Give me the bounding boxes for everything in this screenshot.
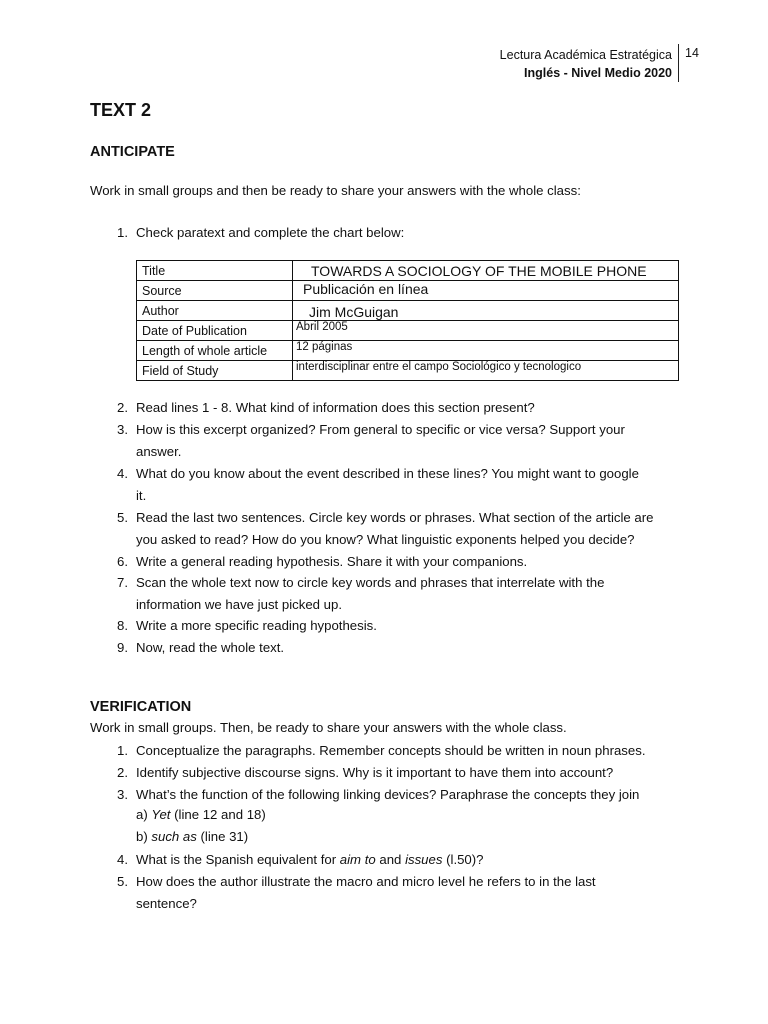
page-number: 14 — [685, 46, 699, 60]
chart-row-length — [137, 341, 679, 361]
chart-label: Length of whole article — [137, 341, 293, 361]
item-line: How is this excerpt organized? From general to specific or vice versa? Support your — [136, 422, 625, 437]
item-number: 4. — [117, 466, 128, 481]
chart-value: Abril 2005 — [293, 321, 679, 341]
item-line: What do you know about the event described in these lines? You might want to google — [136, 466, 639, 481]
item-text — [136, 463, 681, 507]
item-line: Write a general reading hypothesis. Share it with your companions. — [136, 554, 528, 569]
item-line: information we have just picked up. — [136, 597, 342, 612]
item-number: 6. — [117, 554, 128, 569]
chart-row-field — [137, 361, 679, 381]
item-text: Conceptualize the paragraphs. Remember concepts should be written in noun phrases. — [136, 743, 646, 758]
text-part: and — [375, 852, 406, 867]
chart-value: TOWARDS A SOCIOLOGY OF THE MOBILE PHONE — [293, 261, 679, 281]
chart-row-date — [137, 321, 679, 341]
verification-heading: VERIFICATION — [90, 699, 192, 715]
item-number: 3. — [117, 787, 128, 802]
item-number: 2. — [117, 765, 128, 780]
text-part: What is the Spanish equivalent for — [136, 852, 340, 867]
chart-label: Field of Study — [137, 361, 293, 381]
linking-word: such as — [151, 829, 197, 844]
anticipate-heading: ANTICIPATE — [90, 144, 175, 160]
chart-label: Date of Publication — [137, 321, 293, 341]
key-term: issues — [405, 852, 443, 867]
item-number: 7. — [117, 575, 128, 590]
chart-label: Title — [137, 261, 293, 281]
item-number: 4. — [117, 852, 128, 867]
item-text — [136, 551, 681, 573]
text-part: (l.50)? — [442, 852, 484, 867]
chart-row-source — [137, 281, 679, 301]
item-number: 2. — [117, 400, 128, 415]
item-line: Scan the whole text now to circle key words and phrases that interrelate with the — [136, 575, 605, 590]
item-line: Write a more specific reading hypothesis. — [136, 618, 377, 633]
chart-label: Source — [137, 281, 293, 301]
item-number: 5. — [117, 874, 128, 889]
sub-prefix: b) — [136, 829, 152, 844]
item-text — [136, 419, 681, 463]
page-title: TEXT 2 — [90, 100, 152, 120]
chart-row-title — [137, 261, 679, 281]
item-line: sentence? — [136, 896, 197, 911]
chart-label: Author — [137, 301, 293, 321]
header-course-title: Lectura Académica Estratégica — [499, 48, 672, 62]
item-text — [136, 397, 681, 419]
linking-device-a — [136, 807, 266, 822]
verification-intro: Work in small groups. Then, be ready to share your answers with the whole class. — [90, 720, 567, 735]
key-term: aim to — [339, 852, 376, 867]
running-header — [500, 46, 672, 82]
item-line: Read the last two sentences. Circle key words or phrases. What section of the article are — [136, 510, 654, 525]
sub-prefix: a) — [136, 807, 152, 822]
item-line: Now, read the whole text. — [136, 640, 285, 655]
item-line: How does the author illustrate the macro and micro level he refers to in the last — [136, 874, 596, 889]
chart-row-author — [137, 301, 679, 321]
chart-value: 12 páginas — [293, 341, 679, 361]
item-number: 1. — [117, 225, 128, 240]
item-number: 5. — [117, 510, 128, 525]
item-line: you asked to read? How do you know? What linguistic exponents helped you decide? — [136, 532, 635, 547]
anticipate-intro: Work in small groups and then be ready to share your answers with the whole class: — [90, 183, 581, 198]
item-number: 8. — [117, 618, 128, 633]
sub-reference: (line 31) — [196, 829, 249, 844]
item-line: answer. — [136, 444, 182, 459]
item-text — [136, 637, 681, 659]
item-text — [136, 615, 681, 637]
item-text: What’s the function of the following linking devices? Paraphrase the concepts they join — [136, 787, 640, 802]
paratext-chart — [136, 260, 679, 381]
item-line: it. — [136, 488, 147, 503]
item-number: 1. — [117, 743, 128, 758]
item-text — [136, 849, 681, 871]
header-course-level: Inglés - Nivel Medio 2020 — [524, 66, 672, 80]
header-divider — [678, 44, 679, 82]
item-text: Identify subjective discourse signs. Why is it important to have them into account? — [136, 765, 614, 780]
sub-reference: (line 12 and 18) — [170, 807, 266, 822]
item-text — [136, 572, 681, 616]
item-text — [136, 871, 681, 915]
item-line: Read lines 1 - 8. What kind of information does this section present? — [136, 400, 535, 415]
item-number: 9. — [117, 640, 128, 655]
item-text: Check paratext and complete the chart below: — [136, 225, 405, 240]
item-text — [136, 507, 681, 551]
chart-value: interdisciplinar entre el campo Sociológico y tecnologico — [293, 361, 679, 381]
chart-value: Publicación en línea — [293, 281, 679, 301]
item-number: 3. — [117, 422, 128, 437]
chart-value: Jim McGuigan — [293, 301, 679, 321]
linking-word: Yet — [151, 807, 171, 822]
linking-device-b — [136, 829, 248, 844]
